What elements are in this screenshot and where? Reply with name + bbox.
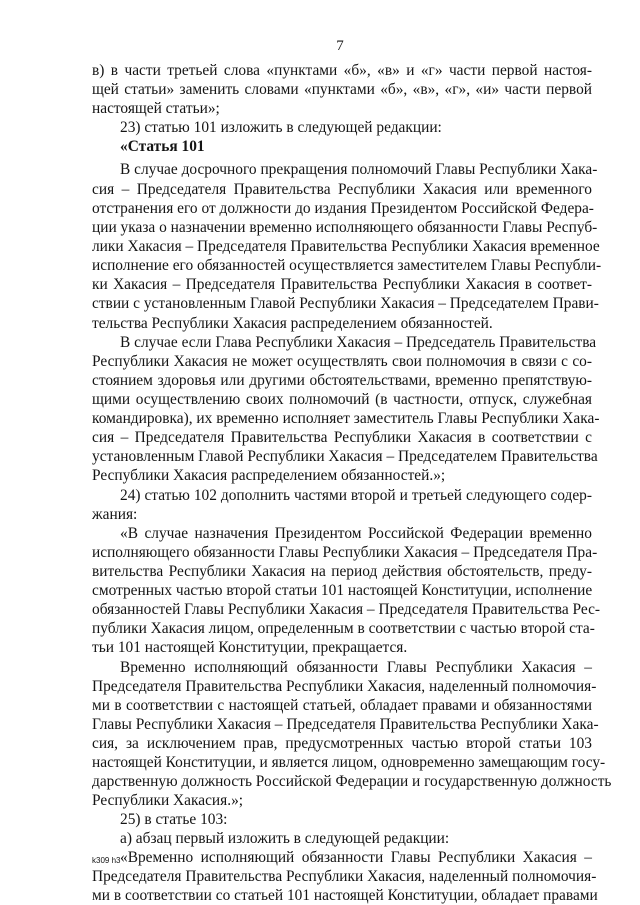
text-line: В случае если Глава Республики Хакасия – Председатель Правительства	[120, 334, 597, 351]
text-line: тьи 101 настоящей Конституции, прекращается.	[92, 639, 408, 656]
text-line: жания:	[92, 506, 138, 523]
text-line: дарственную должность Российской Федерации и государственную должность	[92, 773, 612, 790]
text-line: Председателя Правительства Республики Хакасия, наделенный полномочия-	[92, 868, 597, 885]
text-line: командировка), их временно исполняет заместитель Главы Республики Хака-	[92, 410, 600, 427]
text-line: Временно исполняющий обязанности Главы Республики Хакасия –	[120, 659, 592, 676]
text-line: ми в соответствии с настоящей статьей, обладает правами и обязанностями	[92, 697, 592, 714]
text-line: публики Хакасия лицом, определенным в соответствии с частью второй ста-	[92, 620, 595, 637]
text-line: установленным Главой Республики Хакасия – Председателем Правительства	[92, 448, 598, 465]
text-line: сия – Председателя Правительства Республики Хакасия или временного	[92, 181, 592, 198]
text-line: «Временно исполняющий обязанности Главы Республики Хакасия –	[120, 849, 592, 866]
text-line: вительства Республики Хакасия на период действия обстоятельств, преду-	[92, 563, 592, 580]
article-heading: «Статья 101	[120, 138, 205, 155]
text-line: 23) статью 101 изложить в следующей редакции:	[120, 119, 442, 136]
text-line: Председателя Правительства Республики Хакасия, наделенный полномочия-	[92, 678, 597, 695]
text-line: лики Хакасия – Председателя Правительства Республики Хакасия временное	[92, 238, 600, 255]
text-line: Республики Хакасия не может осуществлять свои полномочия в связи с со-	[92, 353, 592, 370]
text-line: смотренных частью второй статьи 101 настоящей Конституции, исполнение	[92, 582, 593, 599]
text-line: обязанностей Главы Республики Хакасия – Председателя Правительства Рес-	[92, 601, 601, 618]
text-line: отстранения его от должности до издания Президентом Российской Федера-	[92, 200, 594, 217]
text-line: настоящей Конституции, и является лицом, одновременно замещающим госу-	[92, 754, 606, 771]
text-line: стоянием здоровья или другими обстоятельствами, временно препятствую-	[92, 372, 592, 389]
text-line: исполнение его обязанностей осуществляется заместителем Главы Республи-	[92, 257, 602, 274]
text-line: сия, за исключением прав, предусмотренных частью второй статьи 103	[92, 735, 592, 752]
text-line: ствии с установленным Главой Республики Хакасия – Председателем Прави-	[92, 295, 599, 312]
text-line: ции указа о назначении временно исполняющего обязанности Главы Респуб-	[92, 219, 598, 236]
text-line: ки Хакасия – Председателя Правительства Республики Хакасия в соответ-	[92, 276, 592, 293]
text-line: В случае досрочного прекращения полномочий Главы Республики Хака-	[120, 161, 598, 178]
page-number: 7	[336, 38, 344, 54]
text-line: щей статьи» заменить словами «пунктами «б», «в», «г», «и» части первой	[92, 81, 592, 98]
text-line: Главы Республики Хакасия – Председателя Правительства Республики Хака-	[92, 716, 599, 733]
text-line: настоящей статьи»;	[92, 100, 220, 117]
text-line: в) в части третьей слова «пунктами «б», «в» и «г» части первой настоя-	[92, 62, 592, 79]
text-line: щими осуществлению своих полномочий (в частности, отпуск, служебная	[92, 391, 592, 408]
footer-code: k309 h3	[92, 856, 121, 865]
text-line: 25) в статье 103:	[120, 811, 228, 828]
text-line: исполняющего обязанности Главы Республики Хакасия – Председателя Пра-	[92, 544, 598, 561]
text-line: Республики Хакасия.»;	[92, 792, 244, 809]
text-line: тельства Республики Хакасия распределением обязанностей.	[92, 315, 493, 332]
text-line: а) абзац первый изложить в следующей редакции:	[120, 830, 450, 847]
text-line: 24) статью 102 дополнить частями второй и третьей следующего содер-	[120, 487, 592, 504]
text-line: «В случае назначения Президентом Российской Федерации временно	[120, 525, 592, 542]
text-line: Республики Хакасия распределением обязанностей.»;	[92, 467, 446, 484]
text-line: ми в соответствии со статьей 101 настоящей Конституции, обладает правами	[92, 887, 598, 904]
text-line: сия – Председателя Правительства Республики Хакасия в соответствии с	[92, 429, 592, 446]
